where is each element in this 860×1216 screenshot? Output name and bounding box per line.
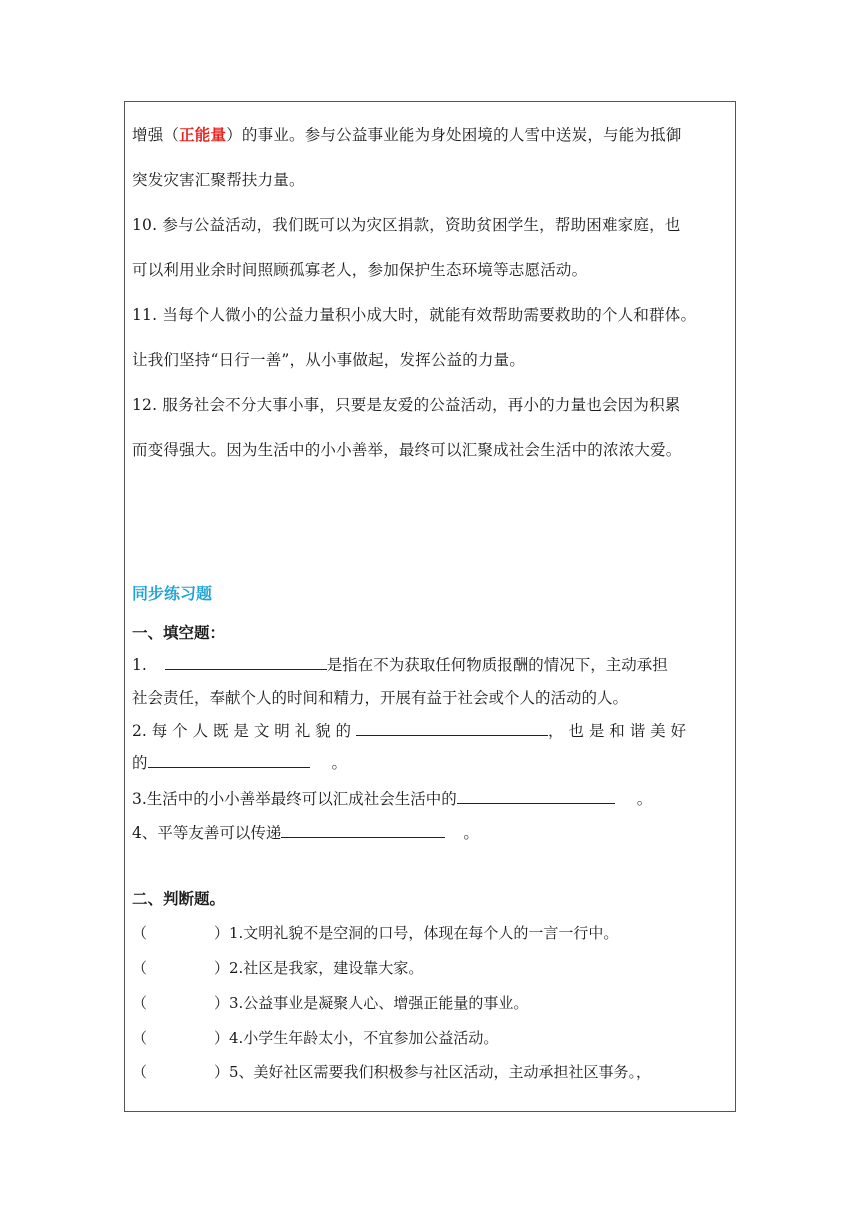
- fill-q1: [132, 653, 728, 676]
- text: 。: [636, 790, 653, 808]
- point-11-line1: 11. 当每个人微小的公益力量积小成大时，就能有效帮助需要救助的个人和群体。: [132, 306, 697, 324]
- judge-item-3: [132, 992, 528, 1014]
- fill-q3: [132, 787, 728, 810]
- text: 2. 每 个 人 既 是 文 明 礼 貌 的: [132, 722, 352, 740]
- answer-paren[interactable]: （: [132, 959, 148, 977]
- point-12-line2: 而变得强大。因为生活中的小小善举，最终可以汇聚成社会生活中的浓浓大爱。: [132, 441, 682, 459]
- text: ）2.社区是我家，建设靠大家。: [214, 959, 424, 977]
- fill-q2-line2: [132, 751, 728, 774]
- text: 。: [331, 754, 348, 772]
- knowledge-points: [132, 112, 736, 473]
- point-10-line2: 可以利用业余时间照顾孤寡老人，参加保护生态环境等志愿活动。: [132, 261, 588, 279]
- text: ）3.公益事业是凝聚人心、增强正能量的事业。: [214, 994, 529, 1012]
- paragraph-line: 突发灾害汇聚帮扶力量。: [132, 171, 305, 189]
- highlight-text: 正能量: [179, 125, 227, 144]
- judge-item-1: [132, 922, 618, 944]
- point-12-line1: 12. 服务社会不分大事小事，只要是友爱的公益活动，再小的力量也会因为积累: [132, 396, 681, 414]
- answer-paren[interactable]: （: [132, 994, 148, 1012]
- answer-paren[interactable]: （: [132, 1029, 148, 1047]
- judge-item-2: [132, 957, 423, 979]
- text: 。: [463, 824, 479, 842]
- text: ）5、美好社区需要我们积极参与社区活动，主动承担社区事务。，: [214, 1063, 652, 1081]
- judge-item-4: [132, 1027, 498, 1049]
- paragraph-line: [132, 112, 736, 158]
- text: 的: [132, 754, 148, 772]
- point-11-line2: 让我们坚持“日行一善”，从小事做起，发挥公益的力量。: [132, 351, 526, 369]
- fill-q4: [132, 821, 728, 844]
- answer-paren[interactable]: （: [132, 1063, 148, 1081]
- answer-paren[interactable]: （: [132, 924, 148, 942]
- fill-heading: 一、填空题：: [132, 623, 226, 642]
- q-number: 1.: [132, 656, 147, 674]
- text: ）4.小学生年龄太小，不宜参加公益活动。: [214, 1029, 499, 1047]
- fill-q2: [132, 719, 728, 742]
- answer-blank[interactable]: [165, 653, 327, 670]
- text: 3.生活中的小小善举最终可以汇成社会生活中的: [132, 790, 457, 808]
- fill-q1-line2: 社会责任，奉献个人的时间和精力，开展有益于社会或个人的活动的人。: [132, 689, 629, 707]
- answer-blank[interactable]: [356, 719, 548, 736]
- text: 增强（: [132, 126, 180, 144]
- sync-exercise-title: 同步练习题: [132, 584, 213, 603]
- text: ）1.文明礼貌不是空洞的口号，体现在每个人的一言一行中。: [214, 924, 619, 942]
- point-10-line1: 10. 参与公益活动，我们既可以为灾区捐款，资助贫困学生，帮助困难家庭，也: [132, 216, 681, 234]
- text: 是指在不为获取任何物质报酬的情况下，主动承担: [326, 656, 668, 674]
- text: ）的事业。参与公益事业能为身处困境的人雪中送炭，与能为抵御: [226, 126, 682, 144]
- text: ， 也 是 和 谐 美 好: [548, 722, 687, 740]
- answer-blank[interactable]: [281, 821, 445, 838]
- judge-item-5: [132, 1061, 651, 1083]
- answer-blank[interactable]: [148, 751, 310, 768]
- text: 4、平等友善可以传递: [132, 824, 282, 842]
- answer-blank[interactable]: [457, 787, 615, 804]
- judge-heading: 二、判断题。: [132, 889, 226, 908]
